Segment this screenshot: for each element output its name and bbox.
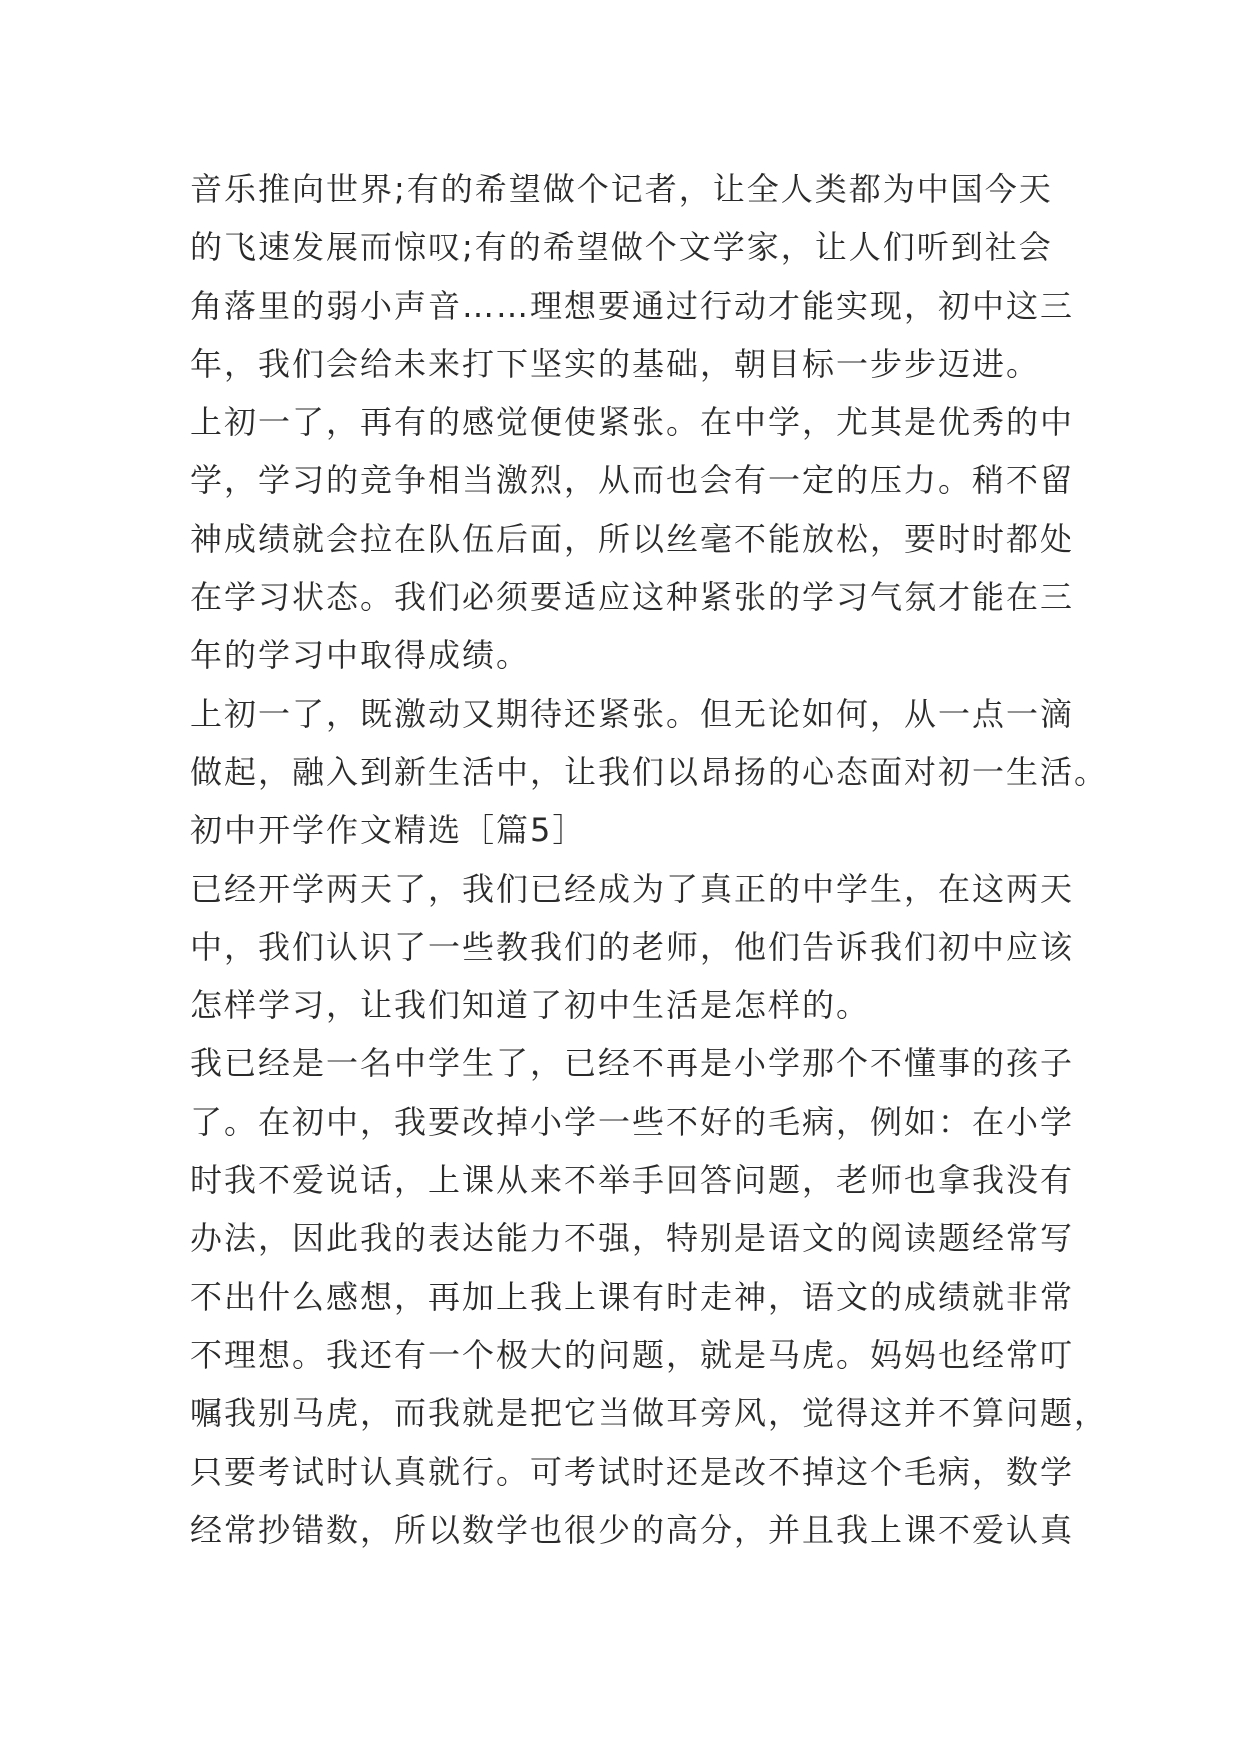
text-line: 的飞速发展而惊叹;有的希望做个文学家，让人们听到社会 (190, 228, 1053, 267)
text-line: 神成绩就会拉在队伍后面，所以丝毫不能放松，要时时都处 (190, 519, 1075, 558)
text-line: 怎样学习，让我们知道了初中生活是怎样的。 (190, 986, 871, 1025)
text-line: 不出什么感想，再加上我上课有时走神，语文的成绩就非常 (190, 1277, 1075, 1316)
text-line: 音乐推向世界;有的希望做个记者，让全人类都为中国今天 (190, 170, 1053, 208)
section-heading: 初中开学作文精选［篇5］ (190, 811, 587, 850)
text-line: 中，我们认识了一些教我们的老师，他们告诉我们初中应该 (190, 927, 1075, 966)
text-line: 我已经是一名中学生了，已经不再是小学那个不懂事的孩子 (190, 1044, 1075, 1083)
document-body (190, 160, 1109, 1559)
text-line: 角落里的弱小声音……理想要通过行动才能实现，初中这三 (190, 286, 1075, 325)
text-line: 学，学习的竞争相当激烈，从而也会有一定的压力。稍不留 (190, 461, 1075, 500)
text-line: 经常抄错数，所以数学也很少的高分，并且我上课不爱认真 (190, 1510, 1075, 1549)
text-line: 不理想。我还有一个极大的问题，就是马虎。妈妈也经常叮 (190, 1335, 1075, 1374)
text-line: 嘱我别马虎，而我就是把它当做耳旁风，觉得这并不算问题， (190, 1394, 1109, 1433)
text-line: 只要考试时认真就行。可考试时还是改不掉这个毛病，数学 (190, 1452, 1075, 1491)
text-line: 已经开学两天了，我们已经成为了真正的中学生，在这两天 (190, 869, 1075, 908)
text-line: 上初一了，再有的感觉便使紧张。在中学，尤其是优秀的中 (190, 403, 1075, 442)
text-line: 做起，融入到新生活中，让我们以昂扬的心态面对初一生活。 (190, 752, 1109, 791)
text-line: 上初一了，既激动又期待还紧张。但无论如何，从一点一滴 (190, 694, 1075, 733)
text-line: 年，我们会给未来打下坚实的基础，朝目标一步步迈进。 (190, 344, 1041, 383)
text-line: 了。在初中，我要改掉小学一些不好的毛病，例如：在小学 (190, 1102, 1075, 1141)
text-line: 年的学习中取得成绩。 (190, 636, 531, 675)
text-line: 在学习状态。我们必须要适应这种紧张的学习气氛才能在三 (190, 578, 1075, 617)
text-line: 办法，因此我的表达能力不强，特别是语文的阅读题经常写 (190, 1219, 1075, 1258)
text-line: 时我不爱说话，上课从来不举手回答问题，老师也拿我没有 (190, 1161, 1075, 1200)
